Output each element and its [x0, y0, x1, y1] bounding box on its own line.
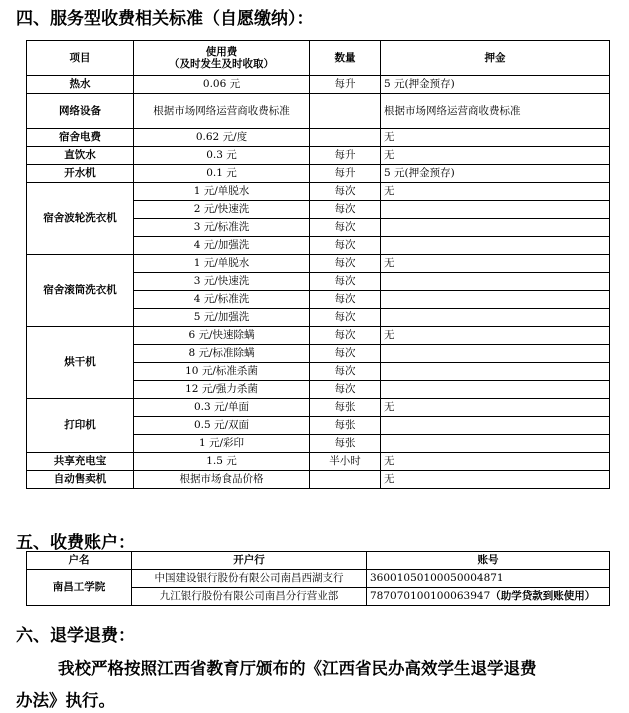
header-bank: 开户行	[132, 552, 367, 570]
bank-cell: 中国建设银行股份有限公司南昌西湖支行	[132, 570, 367, 588]
item-cell: 共享充电宝	[27, 453, 134, 471]
fee-cell: 根据市场食品价格	[134, 471, 310, 489]
deposit-cell: 5 元(押金预存)	[381, 165, 610, 183]
item-cell: 网络设备	[27, 94, 134, 129]
qty-cell: 每次	[310, 309, 381, 327]
fee-cell: 1 元/单脱水	[134, 183, 310, 201]
table-header-row	[27, 41, 610, 76]
item-cell: 开水机	[27, 165, 134, 183]
deposit-cell: 5 元(押金预存)	[381, 76, 610, 94]
fee-cell: 2 元/快速洗	[134, 201, 310, 219]
deposit-cell: 无	[381, 399, 610, 417]
table-row	[27, 94, 610, 129]
item-cell: 直饮水	[27, 147, 134, 165]
item-cell: 打印机	[27, 399, 134, 453]
qty-cell: 半小时	[310, 453, 381, 471]
qty-cell: 每次	[310, 201, 381, 219]
table-row	[27, 453, 610, 471]
qty-cell	[310, 129, 381, 147]
fee-cell: 0.3 元/单面	[134, 399, 310, 417]
qty-cell: 每次	[310, 327, 381, 345]
item-cell: 烘干机	[27, 327, 134, 399]
service-fee-table	[26, 40, 610, 489]
fee-cell: 10 元/标准杀菌	[134, 363, 310, 381]
account-table	[26, 551, 610, 606]
fee-cell: 0.62 元/度	[134, 129, 310, 147]
qty-cell: 每升	[310, 76, 381, 94]
fee-cell: 根据市场网络运营商收费标准	[134, 94, 310, 129]
qty-cell	[310, 94, 381, 129]
deposit-cell: 无	[381, 453, 610, 471]
deposit-cell: 根据市场网络运营商收费标准	[381, 94, 610, 129]
fee-cell: 1 元/彩印	[134, 435, 310, 453]
header-item: 项目	[27, 41, 134, 76]
fee-cell: 0.1 元	[134, 165, 310, 183]
fee-cell: 4 元/加强洗	[134, 237, 310, 255]
bank-cell: 九江银行股份有限公司南昌分行营业部	[132, 588, 367, 606]
item-cell: 宿舍波轮洗衣机	[27, 183, 134, 255]
deposit-cell: 无	[381, 471, 610, 489]
fee-cell: 6 元/快速除螨	[134, 327, 310, 345]
deposit-cell: 无	[381, 147, 610, 165]
qty-cell: 每次	[310, 183, 381, 201]
refund-paragraph-line1: 我校严格按照江西省教育厅颁布的《江西省民办高效学生退学退费	[58, 659, 537, 678]
header-account-number: 账号	[367, 552, 610, 570]
fee-cell: 0.5 元/双面	[134, 417, 310, 435]
table-row	[27, 129, 610, 147]
table-row	[27, 255, 610, 273]
fee-cell: 5 元/加强洗	[134, 309, 310, 327]
fee-cell: 3 元/标准洗	[134, 219, 310, 237]
qty-cell: 每次	[310, 363, 381, 381]
item-cell: 宿舍电费	[27, 129, 134, 147]
fee-cell: 3 元/快速洗	[134, 273, 310, 291]
table-row	[27, 570, 610, 588]
item-cell: 热水	[27, 76, 134, 94]
item-cell: 宿舍滚筒洗衣机	[27, 255, 134, 327]
table-row	[27, 147, 610, 165]
section5-heading: 五、收费账户：	[16, 533, 135, 553]
deposit-cell: 无	[381, 255, 610, 273]
section4-heading: 四、服务型收费相关标准（自愿缴纳）：	[16, 9, 314, 29]
table-row	[27, 76, 610, 94]
account-number-cell: 787070100100063947（助学贷款到账使用）	[367, 588, 610, 606]
deposit-cell: 无	[381, 183, 610, 201]
table-header-row	[27, 552, 610, 570]
qty-cell: 每次	[310, 273, 381, 291]
qty-cell: 每次	[310, 291, 381, 309]
qty-cell: 每次	[310, 381, 381, 399]
qty-cell: 每升	[310, 165, 381, 183]
qty-cell	[310, 471, 381, 489]
qty-cell: 每次	[310, 345, 381, 363]
qty-cell: 每张	[310, 435, 381, 453]
qty-cell: 每张	[310, 417, 381, 435]
item-cell: 自动售卖机	[27, 471, 134, 489]
deposit-cell: 无	[381, 129, 610, 147]
fee-cell: 1.5 元	[134, 453, 310, 471]
header-deposit: 押金	[381, 41, 610, 76]
account-number-cell: 36001050100050004871	[367, 570, 610, 588]
table-row	[27, 471, 610, 489]
header-qty: 数量	[310, 41, 381, 76]
header-fee: 使用费 （及时发生及时收取）	[134, 41, 310, 76]
fee-cell: 12 元/强力杀菌	[134, 381, 310, 399]
fee-cell: 8 元/标准除螨	[134, 345, 310, 363]
table-row	[27, 165, 610, 183]
refund-paragraph-line2: 办法》执行。	[16, 691, 115, 710]
section6-heading: 六、退学退费：	[16, 626, 135, 646]
account-name-cell: 南昌工学院	[27, 570, 132, 606]
fee-cell: 1 元/单脱水	[134, 255, 310, 273]
table-row	[27, 183, 610, 201]
qty-cell: 每次	[310, 219, 381, 237]
fee-cell: 0.06 元	[134, 76, 310, 94]
qty-cell: 每次	[310, 237, 381, 255]
qty-cell: 每张	[310, 399, 381, 417]
header-account-name: 户名	[27, 552, 132, 570]
deposit-cell: 无	[381, 327, 610, 345]
qty-cell: 每次	[310, 255, 381, 273]
table-row	[27, 327, 610, 345]
fee-cell: 4 元/标准洗	[134, 291, 310, 309]
table-row	[27, 399, 610, 417]
qty-cell: 每升	[310, 147, 381, 165]
fee-cell: 0.3 元	[134, 147, 310, 165]
